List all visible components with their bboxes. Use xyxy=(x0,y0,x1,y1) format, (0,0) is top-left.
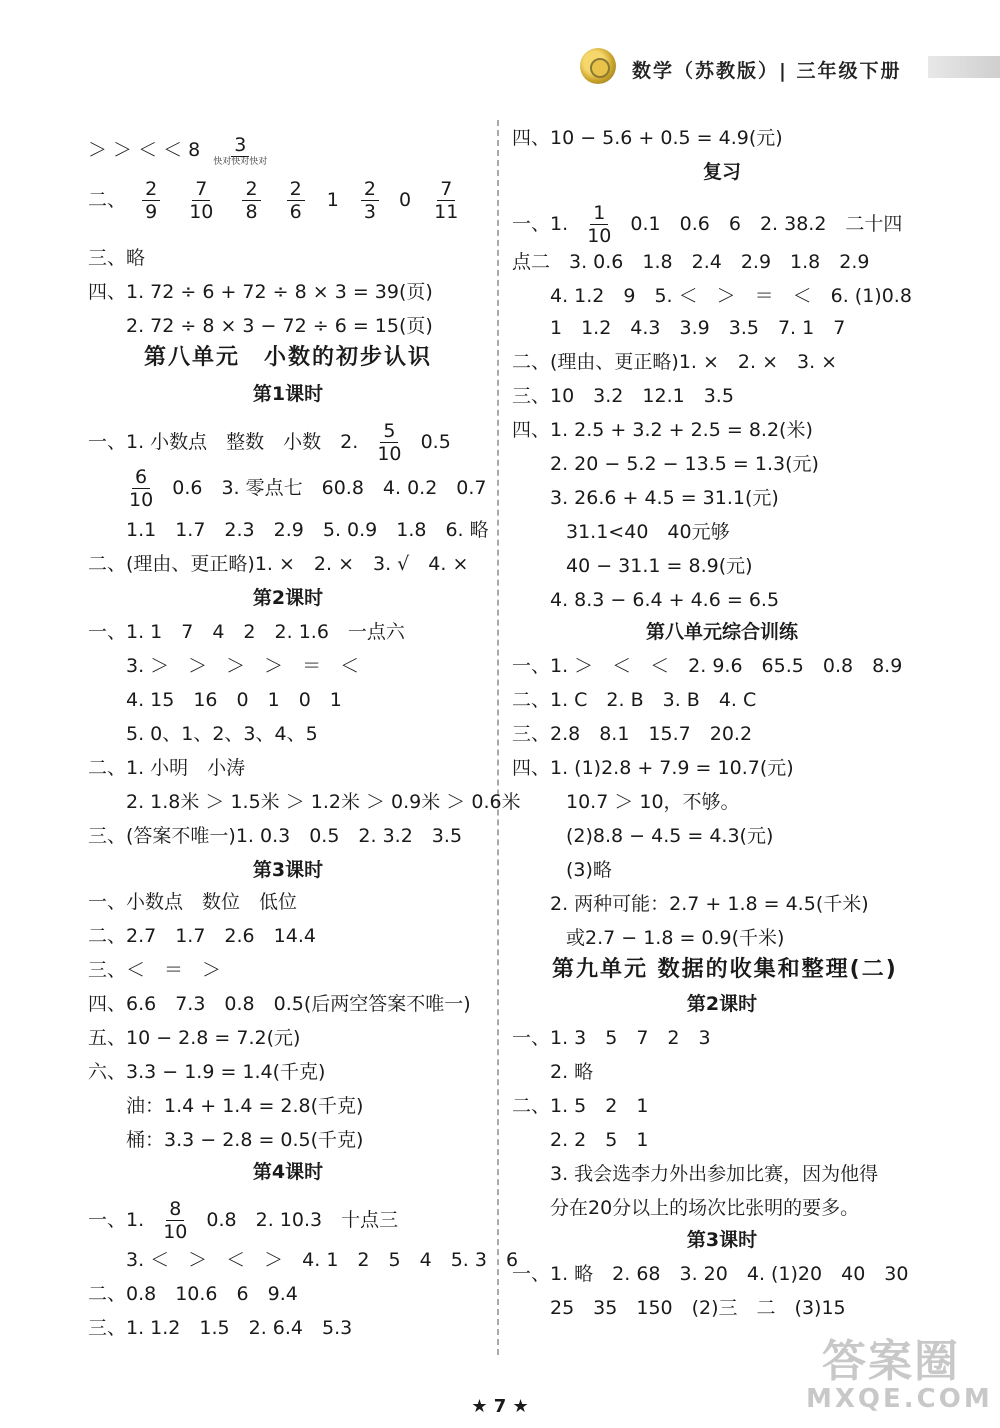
answer-line: 40 − 31.1 = 8.9(元) xyxy=(566,555,753,577)
fraction: $\frac{6}{10}$ xyxy=(129,466,154,511)
answer-line: 二、1. 小明 小涛 xyxy=(88,757,246,779)
answer-line: 5. 0、1、2、3、4、5 xyxy=(126,723,318,745)
answer-line: 二、2.7 1.7 2.6 14.4 xyxy=(88,925,316,947)
fraction: $\frac{7}{11}$ xyxy=(434,178,459,223)
unit-title: 第九单元 数据的收集和整理(二) xyxy=(552,957,898,982)
answer-line: 二、(理由、更正略)1. × 2. × 3. × xyxy=(512,351,838,373)
fraction: $\frac{5}{10}$ xyxy=(377,420,402,465)
answer-line: 三、1. 1.2 1.5 2. 6.4 5.3 xyxy=(88,1317,353,1339)
column-divider xyxy=(497,120,499,1355)
fraction: $\frac{2}{9}$ xyxy=(142,178,160,223)
lesson-title: 第4课时 xyxy=(252,1161,324,1183)
section-title: 第八单元综合训练 xyxy=(645,621,798,643)
answer-line: 1.1 1.7 2.3 2.9 5. 0.9 1.8 6. 略 xyxy=(126,519,489,541)
answer-line: 油：1.4 + 1.4 = 2.8(千克) xyxy=(126,1095,364,1117)
answer-line: (3)略 xyxy=(566,859,612,881)
answer-line: 点二 3. 0.6 1.8 2.4 2.9 1.8 2.9 xyxy=(512,251,870,273)
fraction: $\frac{7}{10}$ xyxy=(189,178,214,223)
answer-text: 二、 xyxy=(88,189,127,211)
answer-line: 一、1. 1 7 4 2 2. 1.6 一点六 xyxy=(88,621,405,643)
overlay-text: 快对快对快对 xyxy=(213,157,268,167)
answer-line: 二、(理由、更正略)1. × 2. × 3. √ 4. × xyxy=(88,553,469,575)
page-header xyxy=(580,46,1000,88)
answer-text: 0 xyxy=(399,189,412,211)
answer-line: 2. 2 5 1 xyxy=(550,1129,649,1151)
fraction xyxy=(210,134,270,167)
answer-line: 2. 略 xyxy=(550,1061,594,1083)
section-title: 复习 xyxy=(702,161,741,183)
answer-line: 3. ＜ ＞ ＜ ＞ 4. 1 2 5 4 5. 3 6 xyxy=(126,1249,519,1271)
answer-line: 2. 72 ÷ 8 × 3 − 72 ÷ 6 = 15(页) xyxy=(126,315,433,337)
fraction: $\frac{8}{10}$ xyxy=(163,1198,188,1243)
answer-line: 一、1. ＞ ＜ ＜ 2. 9.6 65.5 0.8 8.9 xyxy=(512,655,903,677)
answer-line: 一、小数点 数位 低位 xyxy=(88,891,298,913)
answer-line: 或2.7 − 1.8 = 0.9(千米) xyxy=(566,927,785,949)
answer-text: 1 xyxy=(326,189,339,211)
answer-line: $\frac{6}{10}$ 0.6 3. 零点七 60.8 4. 0.2 0.7 xyxy=(126,466,487,511)
header-decoration xyxy=(928,56,1000,78)
answer-line: 四、10 − 5.6 + 0.5 = 4.9(元) xyxy=(512,127,783,149)
lesson-title: 第3课时 xyxy=(686,1229,758,1251)
answer-line: 25 35 150 (2)三 二 (3)15 xyxy=(550,1297,846,1319)
fraction: $\frac{2}{8}$ xyxy=(242,178,260,223)
fraction-numerator: 3 xyxy=(231,134,249,157)
answer-line: 4. 15 16 0 1 0 1 xyxy=(126,689,342,711)
answer-line xyxy=(88,178,471,223)
fraction: $\frac{2}{3}$ xyxy=(361,178,379,223)
book-logo-icon xyxy=(580,48,616,84)
answer-line: 四、1. (1)2.8 + 7.9 = 10.7(元) xyxy=(512,757,794,779)
answer-line: 六、3.3 − 1.9 = 1.4(千克) xyxy=(88,1061,326,1083)
answer-line: 二、0.8 10.6 6 9.4 xyxy=(88,1283,298,1305)
answer-line: 1 1.2 4.3 3.9 3.5 7. 1 7 xyxy=(550,317,846,339)
answer-line: 一、1. 略 2. 68 3. 20 4. (1)20 40 30 xyxy=(512,1263,909,1285)
answer-line: 四、1. 2.5 + 3.2 + 2.5 = 8.2(米) xyxy=(512,419,813,441)
answer-line: 一、1. $\frac{8}{10}$ 0.8 2. 10.3 十点三 xyxy=(88,1198,399,1243)
answer-line: 31.1<40 40元够 xyxy=(566,521,730,543)
answer-text: ＞ ＞ ＜ ＜ 8 xyxy=(88,139,201,161)
answer-line: 2. 1.8米 ＞ 1.5米 ＞ 1.2米 ＞ 0.9米 ＞ 0.6米 xyxy=(126,791,521,813)
answer-line: 桶：3.3 − 2.8 = 0.5(千克) xyxy=(126,1129,364,1151)
fraction: $\frac{2}{6}$ xyxy=(287,178,305,223)
watermark-text: 答案圈 xyxy=(822,1336,960,1387)
answer-line: 3. ＞ ＞ ＞ ＞ ＝ ＜ xyxy=(126,655,360,677)
answer-line: 三、＜ ＝ ＞ xyxy=(88,959,222,981)
answer-line: 3. 我会选李力外出参加比赛，因为他得 xyxy=(550,1163,879,1185)
answer-line: 一、1. $\frac{1}{10}$ 0.1 0.6 6 2. 38.2 二十四 xyxy=(512,202,903,247)
answer-line: 三、略 xyxy=(88,247,146,269)
lesson-title: 第2课时 xyxy=(252,587,324,609)
lesson-title: 第1课时 xyxy=(252,383,324,405)
answer-line: 3. 26.6 + 4.5 = 31.1(元) xyxy=(550,487,779,509)
answer-line: 一、1. 小数点 整数 小数 2. $\frac{5}{10}$ 0.5 xyxy=(88,420,451,465)
answer-line: 4. 8.3 − 6.4 + 4.6 = 6.5 xyxy=(550,589,780,611)
answer-line: 五、10 − 2.8 = 7.2(元) xyxy=(88,1027,301,1049)
answer-line: 四、1. 72 ÷ 6 + 72 ÷ 8 × 3 = 39(页) xyxy=(88,281,433,303)
answer-line: 三、2.8 8.1 15.7 20.2 xyxy=(512,723,753,745)
answer-line: 4. 1.2 9 5. ＜ ＞ ＝ ＜ 6. (1)0.8 xyxy=(550,285,912,307)
answer-line: 一、1. 3 5 7 2 3 xyxy=(512,1027,711,1049)
watermark-url: MXQE.COM xyxy=(806,1384,993,1414)
lesson-title: 第3课时 xyxy=(252,859,324,881)
answer-line: (2)8.8 − 4.5 = 4.3(元) xyxy=(566,825,774,847)
fraction: $\frac{1}{10}$ xyxy=(587,202,612,247)
answer-line xyxy=(88,134,280,167)
answer-line: 二、1. 5 2 1 xyxy=(512,1095,649,1117)
answer-line: 2. 20 − 5.2 − 13.5 = 1.3(元) xyxy=(550,453,819,475)
answer-line: 10.7 ＞ 10，不够。 xyxy=(566,791,740,813)
watermark xyxy=(806,1336,993,1420)
answer-line: 三、(答案不唯一)1. 0.3 0.5 2. 3.2 3.5 xyxy=(88,825,463,847)
header-title: 数学（苏教版）| 三年级下册 xyxy=(632,60,902,82)
answer-line: 三、10 3.2 12.1 3.5 xyxy=(512,385,734,407)
answer-line: 四、6.6 7.3 0.8 0.5(后两空答案不唯一) xyxy=(88,993,471,1015)
answer-line: 2. 两种可能：2.7 + 1.8 = 4.5(千米) xyxy=(550,893,869,915)
answer-line: 二、1. C 2. B 3. B 4. C xyxy=(512,689,757,711)
answer-line: 分在20分以上的场次比张明的要多。 xyxy=(550,1197,860,1219)
page-number: ★ 7 ★ xyxy=(471,1396,529,1417)
lesson-title: 第2课时 xyxy=(686,993,758,1015)
unit-title: 第八单元 小数的初步认识 xyxy=(143,345,432,370)
